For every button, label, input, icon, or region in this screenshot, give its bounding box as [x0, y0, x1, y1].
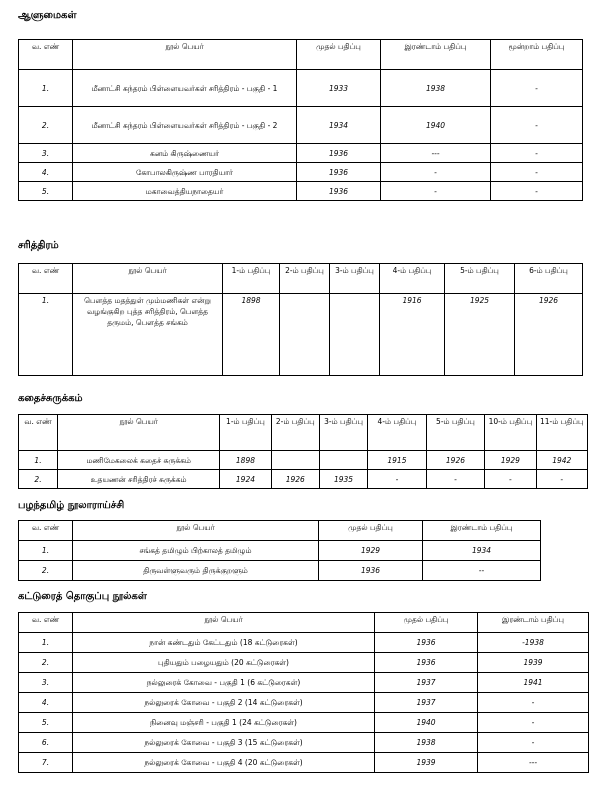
cell: 1936 [297, 163, 381, 182]
table-history [18, 263, 583, 376]
cell: 1937 [375, 673, 478, 693]
cell [280, 294, 330, 376]
cell: நல்லுரைக் கோவை - பகுதி 3 (15 கட்டுரைகள்) [73, 733, 375, 753]
section-heading-history: சரித்திரம் [18, 240, 59, 251]
cell: 2. [19, 107, 73, 144]
table-header-row [19, 613, 589, 633]
cell: 1939 [478, 653, 589, 673]
table-header-row [19, 521, 541, 541]
col-header: இரண்டாம் பதிப்பு [423, 521, 541, 541]
col-header: 5-ம் பதிப்பு [426, 415, 485, 451]
cell: திருவள்ளுவரும் திருக்குறளும் [73, 561, 319, 581]
cell: - [368, 470, 427, 489]
cell: 1926 [426, 451, 485, 470]
cell: 1936 [297, 182, 381, 201]
table-row [19, 70, 583, 107]
col-header: 5-ம் பதிப்பு [445, 264, 515, 294]
cell: - [478, 733, 589, 753]
cell: மணிமேகலைக் கதைச் சுருக்கம் [58, 451, 220, 470]
col-header: நூல் பெயர் [58, 415, 220, 451]
cell: 1898 [223, 294, 280, 376]
col-header: 3-ம் பதிப்பு [319, 415, 367, 451]
cell: 1942 [536, 451, 587, 470]
section-heading-essay-collections: கட்டுரைத் தொகுப்பு நூல்கள் [18, 591, 147, 602]
cell: - [491, 107, 583, 144]
cell: 1925 [445, 294, 515, 376]
cell: 1929 [485, 451, 536, 470]
table-row [19, 753, 589, 773]
col-header: நூல் பெயர் [73, 264, 223, 294]
col-header: முதல் பதிப்பு [319, 521, 423, 541]
cell: 1926 [271, 470, 319, 489]
col-header: வ. எண் [19, 521, 73, 541]
cell: - [536, 470, 587, 489]
cell: பௌத்த மதத்துள் மும்மணிகள் என்று வழங்குகிற புத்த சரித்திரம், பௌத்த தருமம், பௌத்த சங்கம் [73, 294, 223, 376]
cell: - [381, 182, 491, 201]
cell: 1929 [319, 541, 423, 561]
cell: 1. [19, 541, 73, 561]
col-header: நூல் பெயர் [73, 521, 319, 541]
col-header: 11-ம் பதிப்பு [536, 415, 587, 451]
cell: 1939 [375, 753, 478, 773]
cell: 1933 [297, 70, 381, 107]
cell: 1. [19, 70, 73, 107]
table-row [19, 294, 583, 376]
cell: 1935 [319, 470, 367, 489]
col-header: 2-ம் பதிப்பு [280, 264, 330, 294]
table-row [19, 561, 541, 581]
table-row [19, 653, 589, 673]
cell: - [478, 693, 589, 713]
cell: 3. [19, 144, 73, 163]
cell: - [426, 470, 485, 489]
cell: மீனாட்சி சுந்தரம் பிள்ளையவர்கள் சரித்திரம் - பகுதி - 2 [73, 107, 297, 144]
col-header: வ. எண் [19, 613, 73, 633]
table-ancient-tamil-research [18, 520, 541, 581]
cell: - [491, 70, 583, 107]
cell: 1936 [375, 633, 478, 653]
cell: 1937 [375, 693, 478, 713]
col-header: 3-ம் பதிப்பு [330, 264, 380, 294]
cell: - [491, 163, 583, 182]
cell: 1940 [375, 713, 478, 733]
cell: கோபாலகிருஷ்ண பாரதியார் [73, 163, 297, 182]
cell: 1. [19, 451, 58, 470]
table-row [19, 144, 583, 163]
cell: நல்லுரைக் கோவை - பகுதி 1 (6 கட்டுரைகள்) [73, 673, 375, 693]
table-row [19, 633, 589, 653]
cell: 3. [19, 673, 73, 693]
cell: 2. [19, 470, 58, 489]
cell: 2. [19, 561, 73, 581]
cell: - [491, 182, 583, 201]
col-header: இரண்டாம் பதிப்பு [478, 613, 589, 633]
table-row [19, 182, 583, 201]
cell: சங்கத் தமிழும் பிற்காலத் தமிழும் [73, 541, 319, 561]
cell: 5. [19, 182, 73, 201]
col-header: 1-ம் பதிப்பு [220, 415, 271, 451]
cell: - [485, 470, 536, 489]
table-row [19, 451, 588, 470]
cell [330, 294, 380, 376]
cell: 1934 [423, 541, 541, 561]
col-header: முதல் பதிப்பு [297, 40, 381, 70]
cell: 1924 [220, 470, 271, 489]
cell [271, 451, 319, 470]
table-row [19, 733, 589, 753]
cell: --- [478, 753, 589, 773]
cell [319, 451, 367, 470]
table-header-row [19, 40, 583, 70]
cell: - [491, 144, 583, 163]
table-header-row [19, 264, 583, 294]
cell: 1936 [375, 653, 478, 673]
col-header: வ. எண் [19, 415, 58, 451]
cell: 1936 [297, 144, 381, 163]
col-header: 4-ம் பதிப்பு [380, 264, 445, 294]
table-row [19, 541, 541, 561]
cell: உதயணன் சரித்திரச் சுருக்கம் [58, 470, 220, 489]
cell: புதியதும் பழையதும் (20 கட்டுரைகள்) [73, 653, 375, 673]
col-header: வ. எண் [19, 264, 73, 294]
cell: நல்லுரைக் கோவை - பகுதி 4 (20 கட்டுரைகள்) [73, 753, 375, 773]
cell: 1926 [515, 294, 583, 376]
cell: நல்லுரைக் கோவை - பகுதி 2 (14 கட்டுரைகள்) [73, 693, 375, 713]
cell: 4. [19, 693, 73, 713]
cell: நான் கண்டதும் கேட்டதும் (18 கட்டுரைகள்) [73, 633, 375, 653]
cell: 1938 [381, 70, 491, 107]
col-header: 1-ம் பதிப்பு [223, 264, 280, 294]
cell: 1. [19, 633, 73, 653]
col-header: முதல் பதிப்பு [375, 613, 478, 633]
table-row [19, 673, 589, 693]
col-header: 2-ம் பதிப்பு [271, 415, 319, 451]
cell: --- [381, 144, 491, 163]
col-header: 10-ம் பதிப்பு [485, 415, 536, 451]
cell: 1936 [319, 561, 423, 581]
cell: 1938 [375, 733, 478, 753]
table-row [19, 713, 589, 733]
cell: 1915 [368, 451, 427, 470]
table-header-row [19, 415, 588, 451]
cell: 1898 [220, 451, 271, 470]
col-header: நூல் பெயர் [73, 613, 375, 633]
col-header: 4-ம் பதிப்பு [368, 415, 427, 451]
cell: 1916 [380, 294, 445, 376]
cell: 5. [19, 713, 73, 733]
cell: 4. [19, 163, 73, 182]
section-heading-story-summary: கதைச்சுருக்கம் [18, 393, 83, 404]
col-header: நூல் பெயர் [73, 40, 297, 70]
cell: நினைவு மஞ்சரி - பகுதி 1 (24 கட்டுரைகள்) [73, 713, 375, 733]
col-header: 6-ம் பதிப்பு [515, 264, 583, 294]
table-row [19, 163, 583, 182]
table-personalities [18, 39, 583, 201]
cell: - [478, 713, 589, 733]
table-story-summary [18, 414, 588, 489]
cell: 7. [19, 753, 73, 773]
cell: 2. [19, 653, 73, 673]
cell: -1938 [478, 633, 589, 653]
cell: மகாவைத்தியநாதையர் [73, 182, 297, 201]
col-header: மூன்றாம் பதிப்பு [491, 40, 583, 70]
section-heading-personalities: ஆளுமைகள் [18, 10, 77, 21]
col-header: இரண்டாம் பதிப்பு [381, 40, 491, 70]
table-essay-collections [18, 612, 589, 773]
table-row [19, 470, 588, 489]
cell: கனம் கிருஷ்ணையர் [73, 144, 297, 163]
section-heading-ancient-tamil-research: பழந்தமிழ் நூலாராய்ச்சி [18, 500, 125, 511]
table-row [19, 693, 589, 713]
table-row [19, 107, 583, 144]
cell: -- [423, 561, 541, 581]
cell: 1940 [381, 107, 491, 144]
cell: - [381, 163, 491, 182]
cell: மீனாட்சி சுந்தரம் பிள்ளையவர்கள் சரித்திரம் - பகுதி - 1 [73, 70, 297, 107]
cell: 1. [19, 294, 73, 376]
cell: 1934 [297, 107, 381, 144]
cell: 1941 [478, 673, 589, 693]
col-header: வ. எண் [19, 40, 73, 70]
cell: 6. [19, 733, 73, 753]
